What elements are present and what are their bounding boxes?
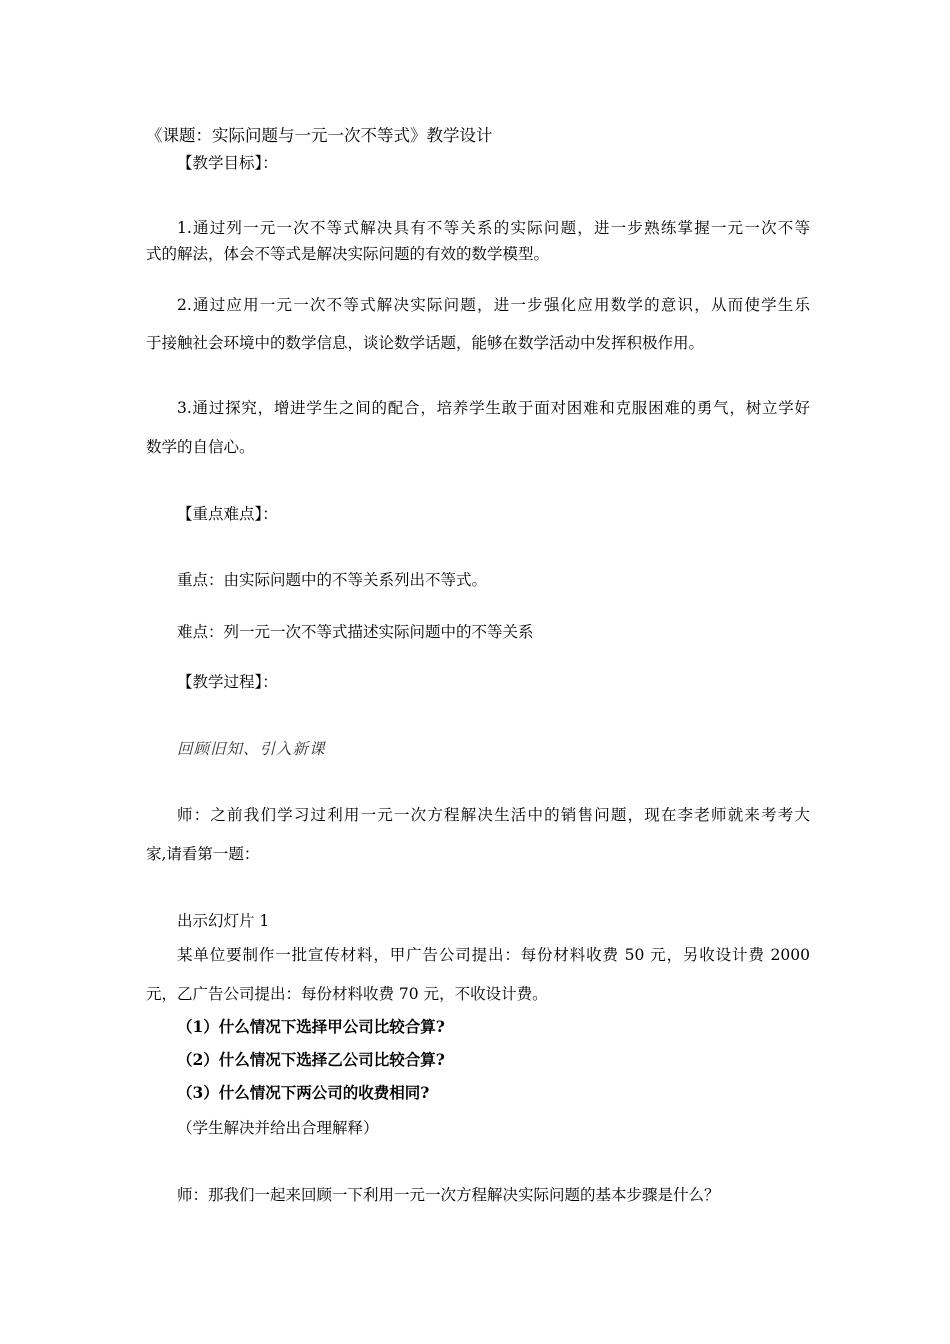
- student-note: （学生解决并给出合理解释）: [177, 1119, 379, 1137]
- problem-line-1: 某单位要制作一批宣传材料，甲广告公司提出：每份材料收费 50 元，另收设计费 2000: [177, 946, 810, 964]
- document-title: 《课题：实际问题与一元一次不等式》教学设计: [146, 126, 493, 145]
- goal-2-line-1: 2.通过应用一元一次不等式解决实际问题，进一步强化应用数学的意识，从而使学生乐: [177, 296, 810, 314]
- slide-label: 出示幻灯片 1: [177, 912, 270, 930]
- goal-1-line-1: 1.通过列一元一次不等式解决具有不等关系的实际问题，进一步熟练掌握一元一次不等: [177, 219, 810, 237]
- section-review-heading: 回顾旧知、引入新课: [177, 740, 326, 758]
- key-point: 重点：由实际问题中的不等关系列出不等式。: [177, 571, 488, 589]
- key-points-heading: 【重点难点】：: [177, 505, 278, 523]
- teacher-line-1: 师：之前我们学习过利用一元一次方程解决生活中的销售问题，现在李老师就来考考大: [177, 806, 810, 824]
- question-3: （3）什么情况下两公司的收费相同?: [177, 1083, 430, 1102]
- teacher-line-2: 师：那我们一起来回顾一下利用一元一次方程解决实际问题的基本步骤是什么？: [177, 1186, 720, 1204]
- goal-1-line-2: 式的解法，体会不等式是解决实际问题的有效的数学模型。: [146, 245, 550, 263]
- goals-heading: 【教学目标】：: [177, 154, 278, 172]
- goal-2-line-2: 于接触社会环境中的数学信息，谈论数学话题，能够在数学活动中发挥积极作用。: [146, 334, 705, 352]
- teacher-line-1-cont: 家,请看第一题：: [146, 845, 260, 863]
- goal-3-line-2: 数学的自信心。: [146, 438, 255, 456]
- question-2: （2）什么情况下选择乙公司比较合算?: [177, 1050, 445, 1069]
- process-heading: 【教学过程】：: [177, 673, 278, 691]
- difficult-point: 难点：列一元一次不等式描述实际问题中的不等关系: [177, 623, 534, 641]
- question-1: （1）什么情况下选择甲公司比较合算?: [177, 1017, 445, 1036]
- problem-line-2: 元，乙广告公司提出：每份材料收费 70 元，不收设计费。: [146, 985, 548, 1003]
- goal-3-line-1: 3.通过探究，增进学生之间的配合，培养学生敢于面对困难和克服困难的勇气，树立学好: [177, 399, 810, 417]
